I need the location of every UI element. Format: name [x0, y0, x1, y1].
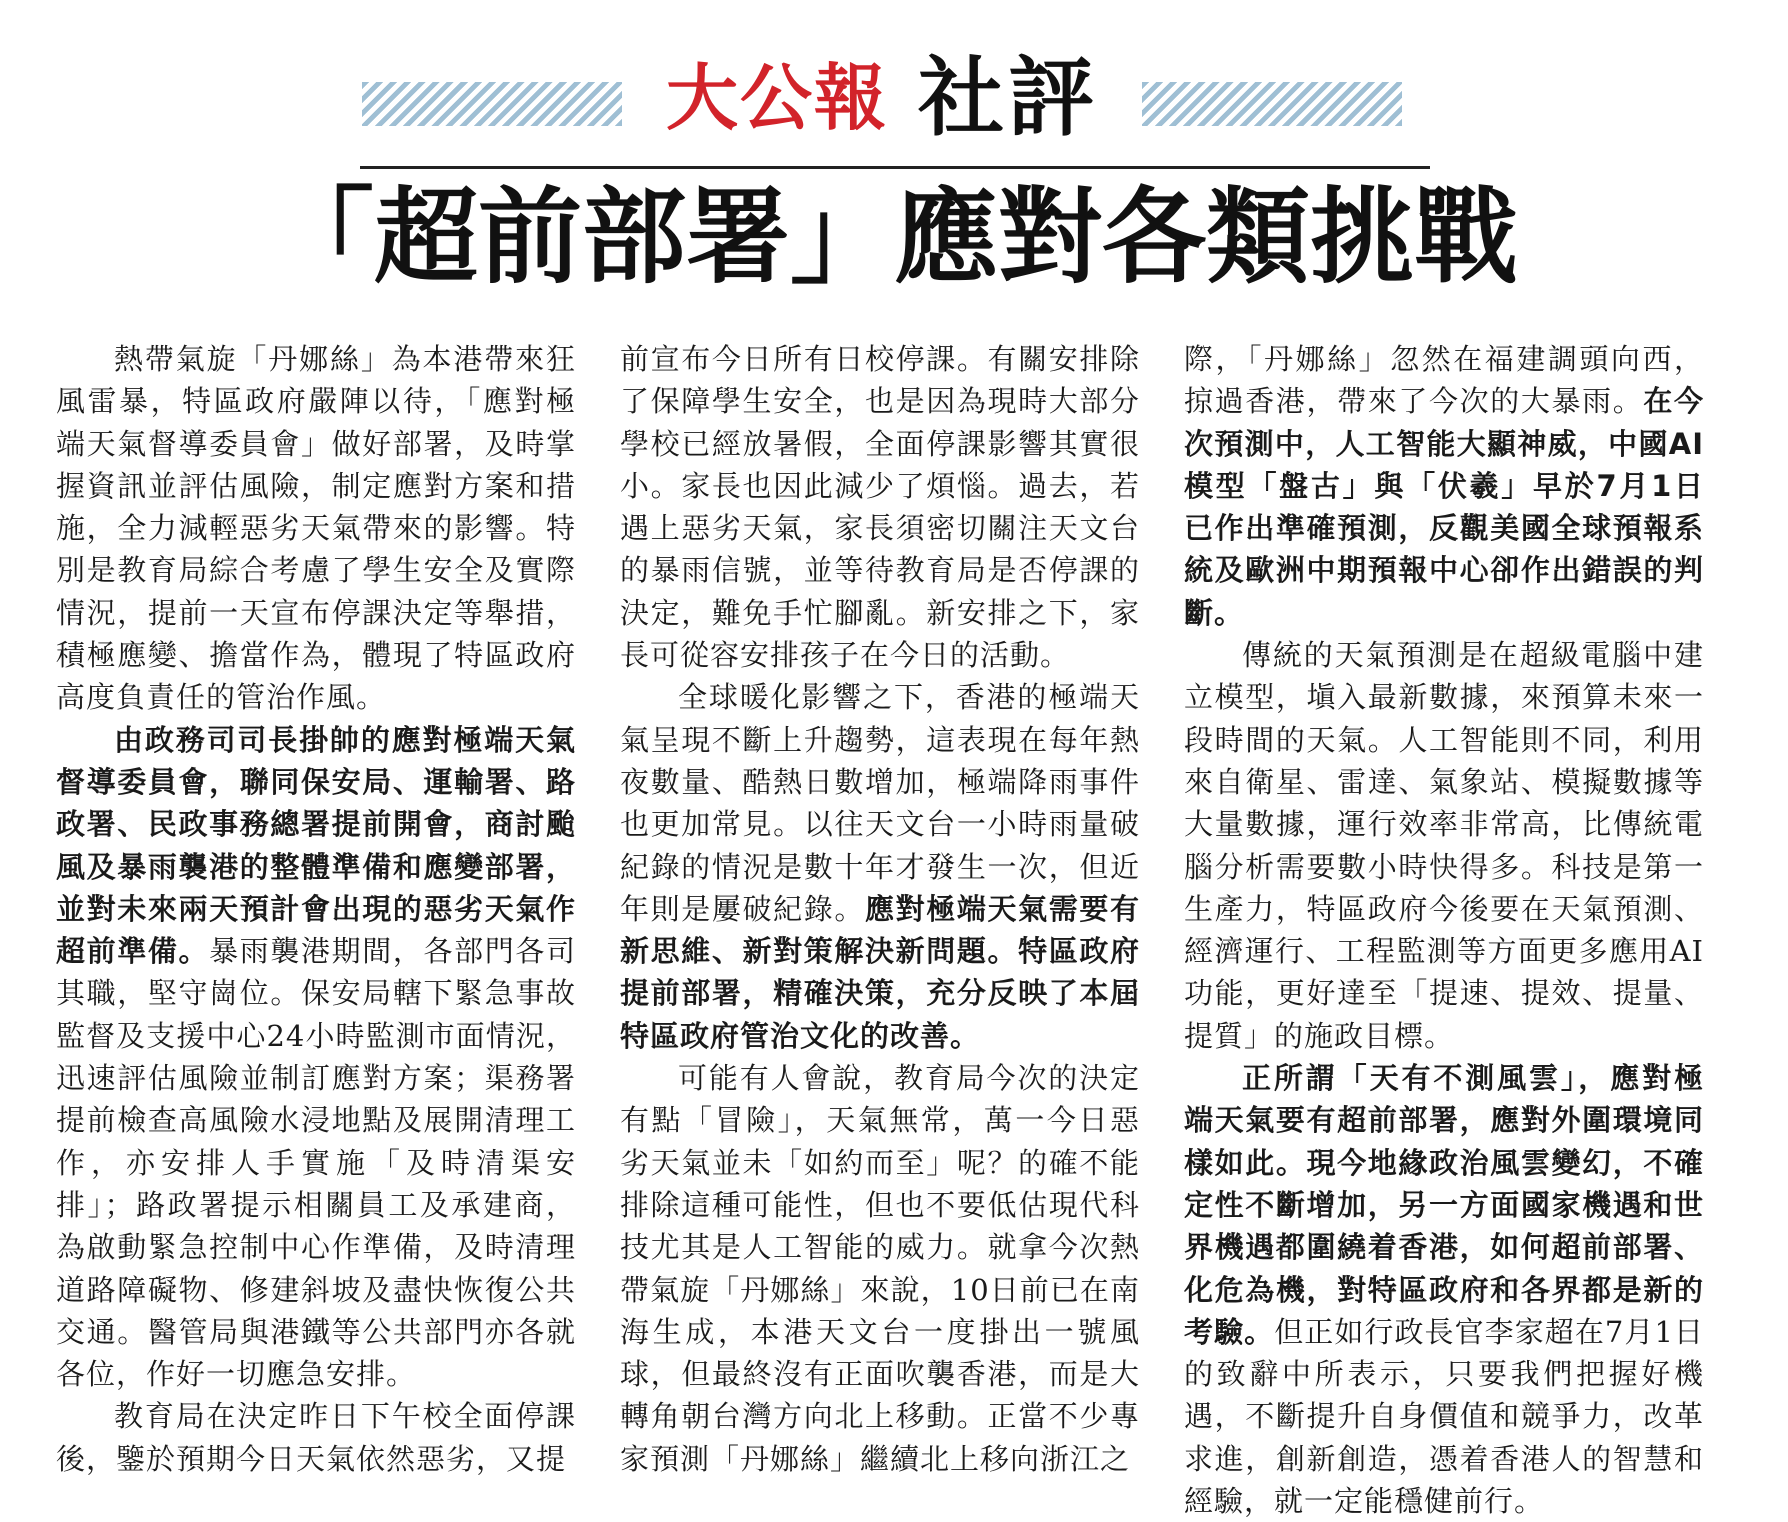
paragraph — [56, 719, 576, 1396]
decorative-hatch-left — [362, 82, 622, 126]
paragraph: 熱帶氣旋「丹娜絲」為本港帶來狂風雷暴，特區政府嚴陣以待，「應對極端天氣督導委員會」做好部署，及時掌握資訊並評估風險，制定應對方案和措施，全力減輕惡劣天氣帶來的影響。特別是教育局綜合考慮了學生安全及實際情況，提前一天宣布停課決定等舉措，積極應變、擔當作為，體現了特區政府高度負責任的管治作風。 — [56, 342, 576, 715]
paragraph: 傳統的天氣預測是在超級電腦中建立模型，塡入最新數據，來預算未來一段時間的天氣。人工智能則不同，利用來自衛星、雷達、氣象站、模擬數據等大量數據，運行效率非常高，比傳統電腦分析需要數小時快得多。科技是第一生產力，特區政府今後要在天氣預測、經濟運行、工程監測等方面更多應用AI功能，更好達至「提速、提效、提量、提質」的施政目標。 — [1184, 638, 1704, 1053]
emphasis-text: 在今次預測中，人工智能大顯神威，中國AI模型「盤古」與「伏羲」早於7月1日已作出準確預測，反觀美國全球預報系統及歐洲中期預報中心卻作出錯誤的判斷。 — [1184, 384, 1704, 630]
masthead-rule — [360, 166, 1430, 169]
paragraph: 可能有人會說，教育局今次的決定有點「冒險」，天氣無常，萬一今日惡劣天氣並未「如約而至」呢？的確不能排除這種可能性，但也不要低估現代科技尤其是人工智能的威力。就拿今次熱帶氣旋「丹娜絲」來說，10日前已在南海生成，本港天文台一度掛出一號風球，但最終沒有正面吹襲香港，而是大轉角朝台灣方向北上移動。正當不少專家預測「丹娜絲」繼續北上移向浙江之 — [620, 1061, 1140, 1476]
emphasis-text: 正所謂「天有不測風雲」，應對極端天氣要有超前部署，應對外圍環境同樣如此。現今地緣政治風雲變幻，不確定性不斷增加，另一方面國家機遇和世界機遇都圍繞着香港，如何超前部署、化危為機，對特區政府和各界都是新的考驗。 — [1184, 1061, 1704, 1349]
paragraph — [620, 676, 1140, 1057]
article-column-2 — [620, 338, 1140, 1480]
emphasis-text: 應對極端天氣需要有新思維、新對策解決新問題。特區政府提前部署，精確決策，充分反映了本屆特區政府管治文化的改善。 — [620, 891, 1140, 1053]
paragraph: 前宣布今日所有日校停課。有關安排除了保障學生安全，也是因為現時大部分學校已經放暑假，全面停課影響其實很小。家長也因此減少了煩惱。過去，若遇上惡劣天氣，家長須密切關注天文台的暴雨信號，並等待教育局是否停課的決定，難免手忙腳亂。新安排之下，家長可從容安排孩子在今日的活動。 — [620, 342, 1140, 673]
body-text: 全球暖化影響之下，香港的極端天氣呈現不斷上升趨勢，這表現在每年熱夜數量、酷熱日數增加，極端降雨事件也更加常見。以往天文台一小時雨量破紀錄的情況是數十年才發生一次，但近年則是屢破紀錄。 — [620, 680, 1140, 926]
section-title: 社評 — [918, 47, 1098, 148]
emphasis-text: 由政務司司長掛帥的應對極端天氣督導委員會，聯同保安局、運輸署、路政署、民政事務總署提前開會，商討颱風及暴雨襲港的整體準備和應變部署，並對未來兩天預計會出現的惡劣天氣作超前準備。 — [56, 722, 576, 969]
masthead — [0, 30, 1788, 148]
body-text: 際，「丹娜絲」忽然在福建調頭向西，掠過香港，帶來了今次的大暴雨。 — [1184, 342, 1704, 419]
paragraph — [1184, 338, 1704, 634]
paragraph: 教育局在決定昨日下午校全面停課後，鑒於預期今日天氣依然惡劣，又提 — [56, 1399, 576, 1476]
paragraph — [1184, 1057, 1704, 1522]
newspaper-logo: 大公報 — [666, 56, 889, 140]
body-text: 暴雨襲港期間，各部門各司其職，堅守崗位。保安局轄下緊急事故監督及支援中心24小時監測市面情況，迅速評估風險並制訂應對方案；渠務署提前檢查高風險水浸地點及展開清理工作，亦安排人手實施「及時清渠安排」；路政署提示相關員工及承建商，為啟動緊急控制中心作準備，及時清理道路障礙物、修建斜坡及盡快恢復公共交通。醫管局與港鐵等公共部門亦各就各位，作好一切應急安排。 — [56, 934, 576, 1392]
decorative-hatch-right — [1142, 82, 1402, 126]
headline: 「超前部署」應對各類挑戰 — [269, 175, 1518, 298]
article-column-1 — [56, 338, 576, 1480]
article-column-3 — [1184, 338, 1704, 1522]
body-text: 但正如行政長官李家超在7月1日的致辭中所表示，只要我們把握好機遇，不斷提升自身價值和競爭力，改革求進，創新創造，憑着香港人的智慧和經驗，就一定能穩健前行。 — [1184, 1314, 1704, 1519]
